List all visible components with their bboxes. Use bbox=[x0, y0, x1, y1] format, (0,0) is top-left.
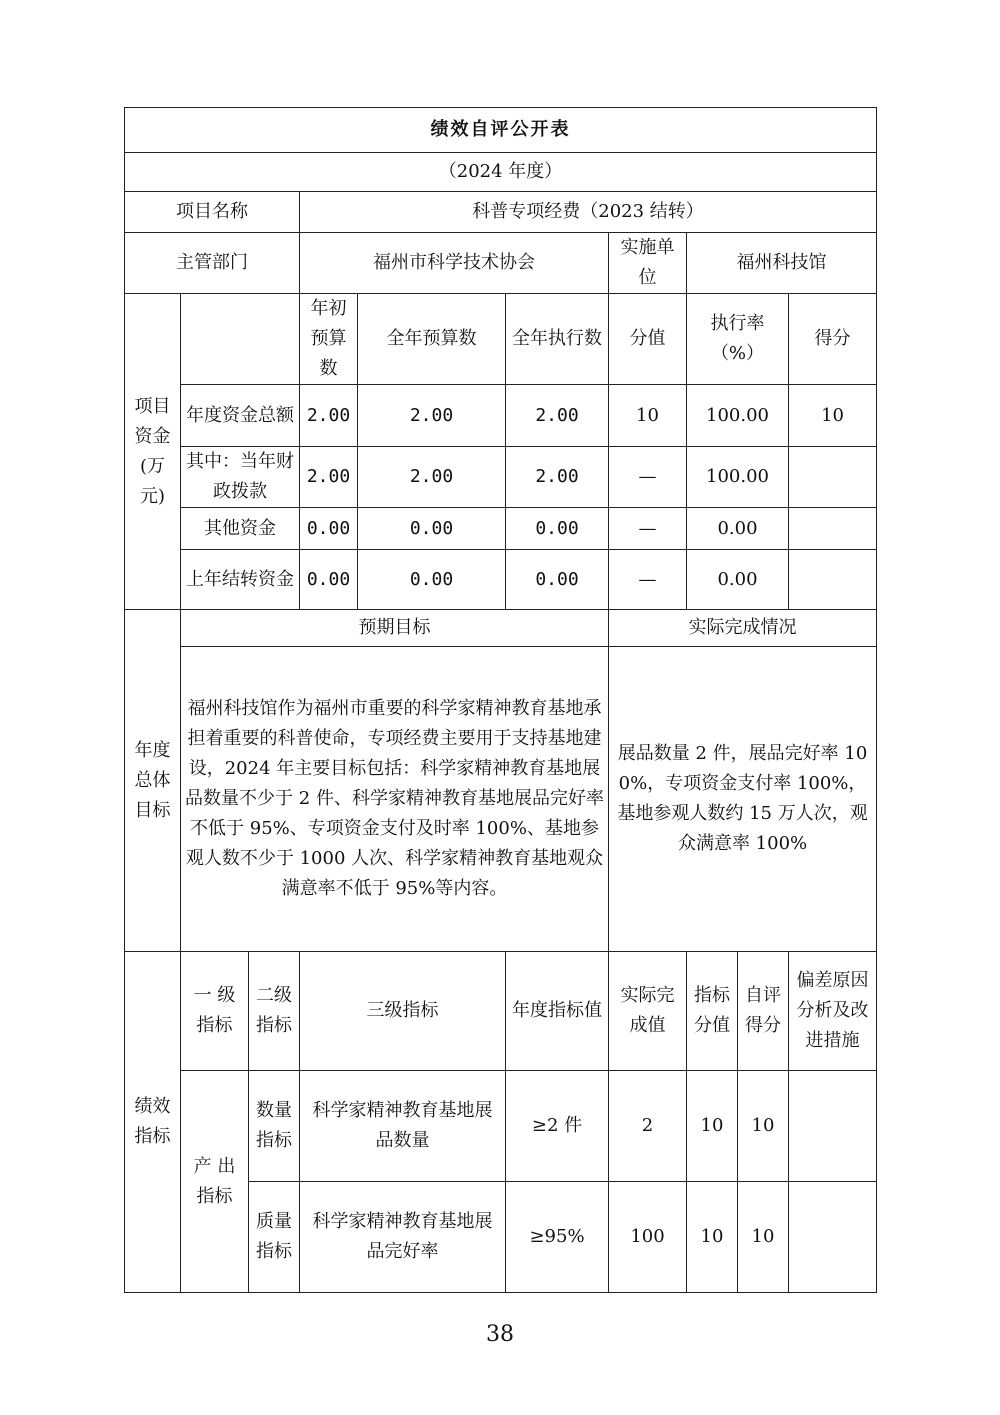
report-year: （2024 年度） bbox=[125, 153, 877, 192]
project-name-value: 科普专项经费（2023 结转） bbox=[300, 192, 877, 233]
impl-unit-label: 实施单位 bbox=[609, 233, 687, 294]
goals-section-label: 年度总体目标 bbox=[125, 610, 181, 952]
expected-goal-text: 福州科技馆作为福州市重要的科学家精神教育基地承担着重要的科普使命，专项经费主要用于支持基地建设，2024 年主要目标包括：科学家精神教育基地展品数量不少于 2 件、科学家精神教育基地展品完好率不低于 95%、专项资金支付及时率 100%、基地参观人数不少于 1000 人次、科学家精神教育基地观众满意率不低于 95%等内容。 bbox=[181, 647, 609, 952]
deviation-cell bbox=[789, 1071, 877, 1182]
funds-executed: 0.00 bbox=[506, 508, 609, 550]
level3-cell: 科学家精神教育基地展品完好率 bbox=[300, 1182, 506, 1293]
level2-header: 二级指标 bbox=[249, 952, 300, 1071]
self-score-header: 自评得分 bbox=[738, 952, 789, 1071]
funds-header-initial: 年初预算数 bbox=[300, 294, 358, 385]
funds-score-value: — bbox=[609, 447, 687, 508]
funds-row-label: 其中：当年财政拨款 bbox=[181, 447, 300, 508]
output-indicator-group: 产 出指标 bbox=[181, 1071, 249, 1293]
funds-row-label: 年度资金总额 bbox=[181, 385, 300, 447]
impl-unit-value: 福州科技馆 bbox=[687, 233, 877, 294]
weight-cell: 10 bbox=[687, 1071, 738, 1182]
actual-cell: 100 bbox=[609, 1182, 687, 1293]
actual-cell: 2 bbox=[609, 1071, 687, 1182]
funds-initial: 0.00 bbox=[300, 508, 358, 550]
self-score-cell: 10 bbox=[738, 1182, 789, 1293]
funds-score-value: — bbox=[609, 508, 687, 550]
funds-score bbox=[789, 508, 877, 550]
target-cell: ≥2 件 bbox=[506, 1071, 609, 1182]
funds-initial: 0.00 bbox=[300, 550, 358, 610]
funds-section-label: 项目资金(万元) bbox=[125, 294, 181, 610]
deviation-cell bbox=[789, 1182, 877, 1293]
level3-header: 三级指标 bbox=[300, 952, 506, 1071]
level3-cell: 科学家精神教育基地展品数量 bbox=[300, 1071, 506, 1182]
funds-annual: 0.00 bbox=[358, 550, 506, 610]
funds-rate: 0.00 bbox=[687, 550, 789, 610]
funds-score bbox=[789, 550, 877, 610]
funds-header-annual: 全年预算数 bbox=[358, 294, 506, 385]
indicators-section-label: 绩效指标 bbox=[125, 952, 181, 1293]
deviation-header: 偏差原因分析及改进措施 bbox=[789, 952, 877, 1071]
dept-value: 福州市科学技术协会 bbox=[300, 233, 609, 294]
funds-header-score-value: 分值 bbox=[609, 294, 687, 385]
funds-annual: 2.00 bbox=[358, 447, 506, 508]
funds-header-executed: 全年执行数 bbox=[506, 294, 609, 385]
funds-rate: 100.00 bbox=[687, 447, 789, 508]
funds-executed: 2.00 bbox=[506, 447, 609, 508]
actual-header: 实际完成值 bbox=[609, 952, 687, 1071]
funds-rate: 100.00 bbox=[687, 385, 789, 447]
funds-score: 10 bbox=[789, 385, 877, 447]
dept-label: 主管部门 bbox=[125, 233, 300, 294]
self-score-cell: 10 bbox=[738, 1071, 789, 1182]
performance-evaluation-table bbox=[124, 107, 877, 1293]
funds-executed: 2.00 bbox=[506, 385, 609, 447]
project-name-label: 项目名称 bbox=[125, 192, 300, 233]
funds-header-score: 得分 bbox=[789, 294, 877, 385]
weight-header: 指标分值 bbox=[687, 952, 738, 1071]
actual-result-text: 展品数量 2 件，展品完好率 100%，专项资金支付率 100%，基地参观人数约 15 万人次，观众满意率 100% bbox=[609, 647, 877, 952]
table-title: 绩效自评公开表 bbox=[125, 108, 877, 153]
funds-header-rate: 执行率（%） bbox=[687, 294, 789, 385]
funds-row-label: 其他资金 bbox=[181, 508, 300, 550]
funds-initial: 2.00 bbox=[300, 385, 358, 447]
funds-corner-cell bbox=[181, 294, 300, 385]
funds-score-value: 10 bbox=[609, 385, 687, 447]
actual-result-header: 实际完成情况 bbox=[609, 610, 877, 647]
funds-rate: 0.00 bbox=[687, 508, 789, 550]
funds-score bbox=[789, 447, 877, 508]
level2-cell: 数量指标 bbox=[249, 1071, 300, 1182]
funds-annual: 2.00 bbox=[358, 385, 506, 447]
funds-row-label: 上年结转资金 bbox=[181, 550, 300, 610]
level1-header: 一 级指标 bbox=[181, 952, 249, 1071]
funds-initial: 2.00 bbox=[300, 447, 358, 508]
funds-score-value: — bbox=[609, 550, 687, 610]
page-number: 38 bbox=[486, 1322, 514, 1347]
level2-cell: 质量指标 bbox=[249, 1182, 300, 1293]
expected-goal-header: 预期目标 bbox=[181, 610, 609, 647]
funds-annual: 0.00 bbox=[358, 508, 506, 550]
weight-cell: 10 bbox=[687, 1182, 738, 1293]
funds-executed: 0.00 bbox=[506, 550, 609, 610]
target-cell: ≥95% bbox=[506, 1182, 609, 1293]
target-header: 年度指标值 bbox=[506, 952, 609, 1071]
